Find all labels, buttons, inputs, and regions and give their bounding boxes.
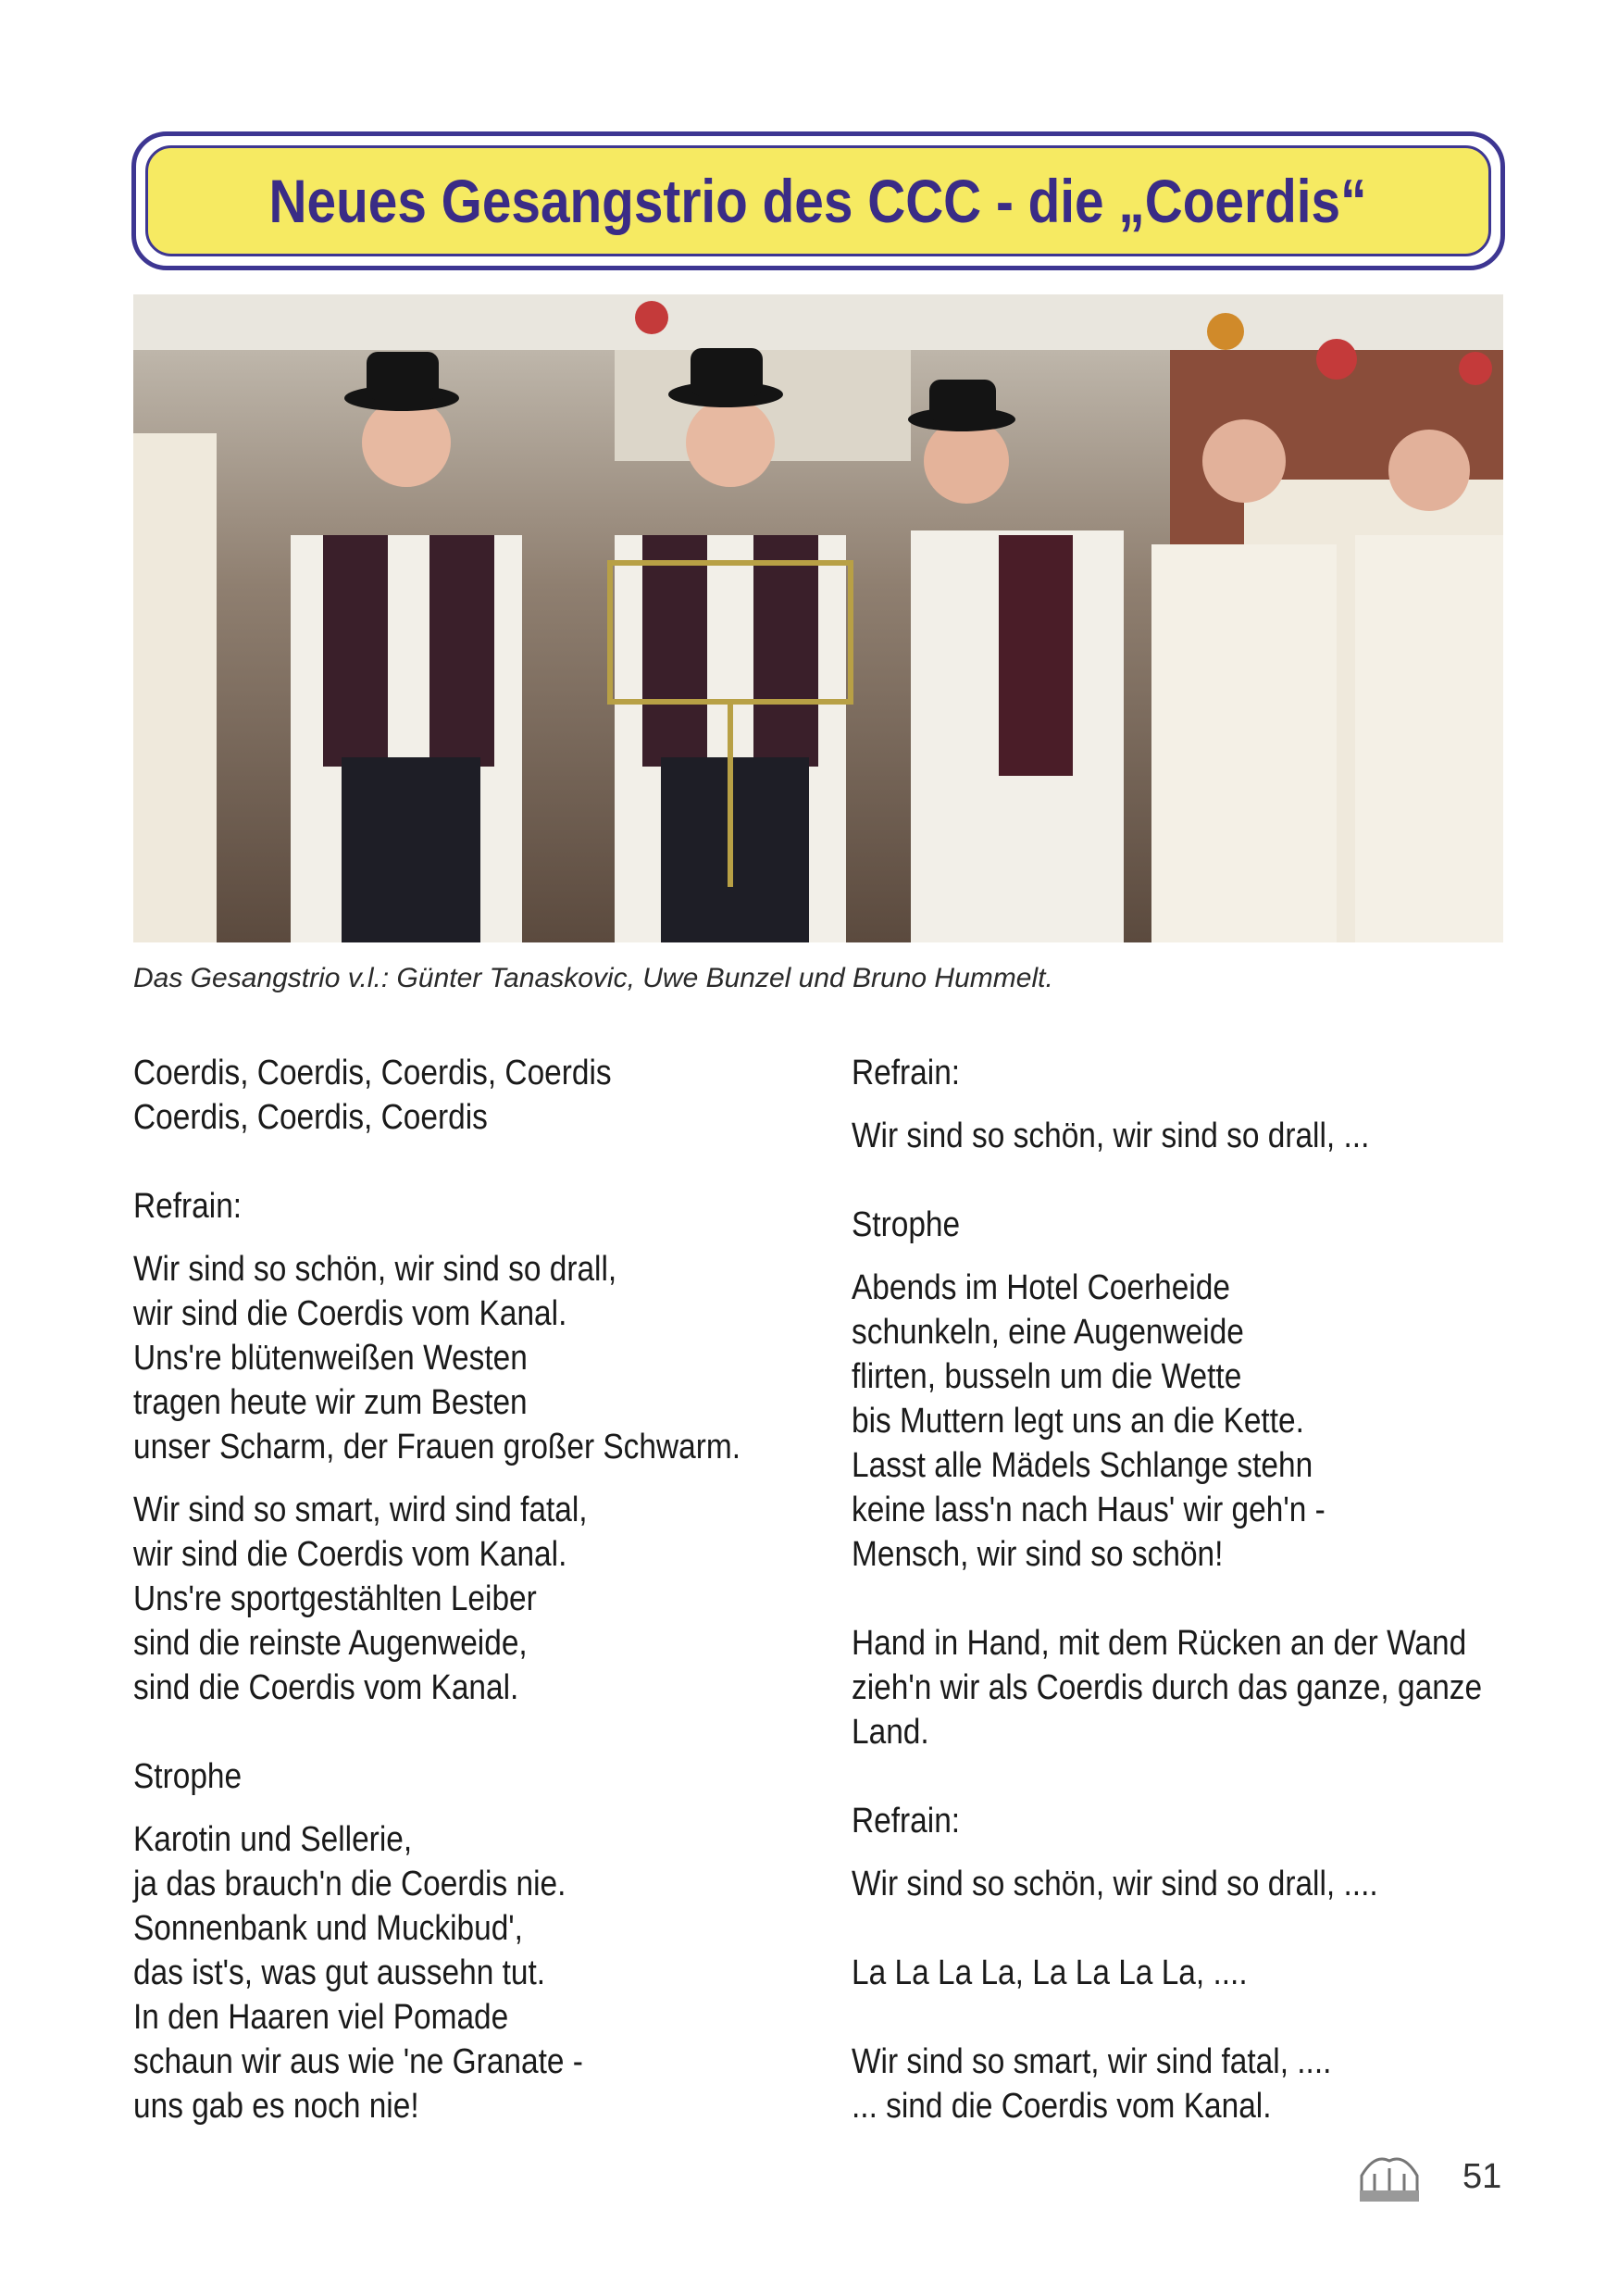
lyric-line: Sonnenbank und Muckibud', <box>133 1909 523 1948</box>
line-gap <box>133 1229 800 1247</box>
line-gap <box>133 1469 800 1488</box>
group-photo <box>133 294 1503 942</box>
lyric-line: Abends im Hotel Coerheide <box>852 1268 1230 1307</box>
stanza-gap <box>852 1577 1518 1621</box>
lyric-line: schunkeln, eine Augenweide <box>852 1313 1244 1352</box>
lyric-line: Land. <box>852 1713 929 1752</box>
lyric-line: La La La La, La La La La, .... <box>852 1953 1248 1992</box>
lyric-line: In den Haaren viel Pomade <box>133 1998 509 2037</box>
lyric-line: ... sind die Coerdis vom Kanal. <box>852 2087 1272 2126</box>
lyric-line: Wir sind so schön, wir sind so drall, ... <box>852 1117 1370 1155</box>
stanza-gap <box>852 1906 1518 1951</box>
stanza-gap <box>852 1995 1518 2040</box>
lyric-line: Lasst alle Mädels Schlange stehn <box>852 1446 1313 1485</box>
lyric-line: Strophe <box>852 1205 961 1244</box>
title-banner <box>131 131 1505 270</box>
club-logo-icon <box>1356 2148 1423 2205</box>
line-gap <box>133 1799 800 1817</box>
stanza-gap <box>852 1158 1518 1203</box>
lyric-line: Strophe <box>133 1757 243 1796</box>
lyric-line: Karotin und Sellerie, <box>133 1820 413 1859</box>
page-number: 51 <box>1462 2157 1502 2196</box>
stanza-gap <box>133 1140 800 1184</box>
lyric-line: Refrain: <box>133 1187 243 1226</box>
lyric-line: wir sind die Coerdis vom Kanal. <box>133 1294 567 1333</box>
line-gap <box>852 1247 1518 1266</box>
lyric-line: Uns're blütenweißen Westen <box>133 1339 528 1378</box>
lyric-line: Mensch, wir sind so schön! <box>852 1535 1224 1574</box>
lyric-line: Wir sind so schön, wir sind so drall, .... <box>852 1865 1378 1903</box>
stanza-gap <box>133 1710 800 1754</box>
line-gap <box>852 1095 1518 1114</box>
lyric-line: Wir sind so schön, wir sind so drall, <box>133 1250 617 1289</box>
lyric-line: ja das brauch'n die Coerdis nie. <box>133 1865 566 1903</box>
lyric-line: bis Muttern legt uns an die Kette. <box>852 1402 1304 1441</box>
lyric-line: Refrain: <box>852 1802 961 1841</box>
lyric-line: Wir sind so smart, wird sind fatal, <box>133 1491 588 1529</box>
group-photo-image <box>133 294 1503 942</box>
lyric-line: schaun wir aus wie 'ne Granate - <box>133 2042 583 2081</box>
stanza-gap <box>852 1754 1518 1799</box>
lyric-line: keine lass'n nach Haus' wir geh'n - <box>852 1491 1326 1529</box>
lyrics-right-column <box>852 1051 1518 2128</box>
lyric-line: unser Scharm, der Frauen großer Schwarm. <box>133 1428 741 1466</box>
page-title: Neues Gesangstrio des CCC - die „Coerdis“ <box>269 167 1367 235</box>
lyric-line: Coerdis, Coerdis, Coerdis <box>133 1098 488 1137</box>
lyrics-left-column <box>133 1051 800 2128</box>
lyric-line: wir sind die Coerdis vom Kanal. <box>133 1535 567 1574</box>
lyric-line: zieh'n wir als Coerdis durch das ganze, ganze <box>852 1668 1483 1707</box>
lyric-line: tragen heute wir zum Besten <box>133 1383 528 1422</box>
lyric-line: Coerdis, Coerdis, Coerdis, Coerdis <box>133 1054 612 1092</box>
lyric-line: sind die Coerdis vom Kanal. <box>133 1668 519 1707</box>
lyric-line: das ist's, was gut aussehn tut. <box>133 1953 546 1992</box>
lyric-line: Refrain: <box>852 1054 961 1092</box>
title-banner-inner <box>145 145 1491 256</box>
lyric-line: Hand in Hand, mit dem Rücken an der Wand <box>852 1624 1467 1663</box>
lyric-line: Wir sind so smart, wir sind fatal, .... <box>852 2042 1332 2081</box>
lyric-line: flirten, busseln um die Wette <box>852 1357 1242 1396</box>
lyric-line: uns gab es noch nie! <box>133 2087 419 2126</box>
photo-caption: Das Gesangstrio v.l.: Günter Tanaskovic, Uwe Bunzel und Bruno Hummelt. <box>133 963 1053 993</box>
lyric-line: Uns're sportgestählten Leiber <box>133 1579 537 1618</box>
lyric-line: sind die reinste Augenweide, <box>133 1624 528 1663</box>
line-gap <box>852 1843 1518 1862</box>
